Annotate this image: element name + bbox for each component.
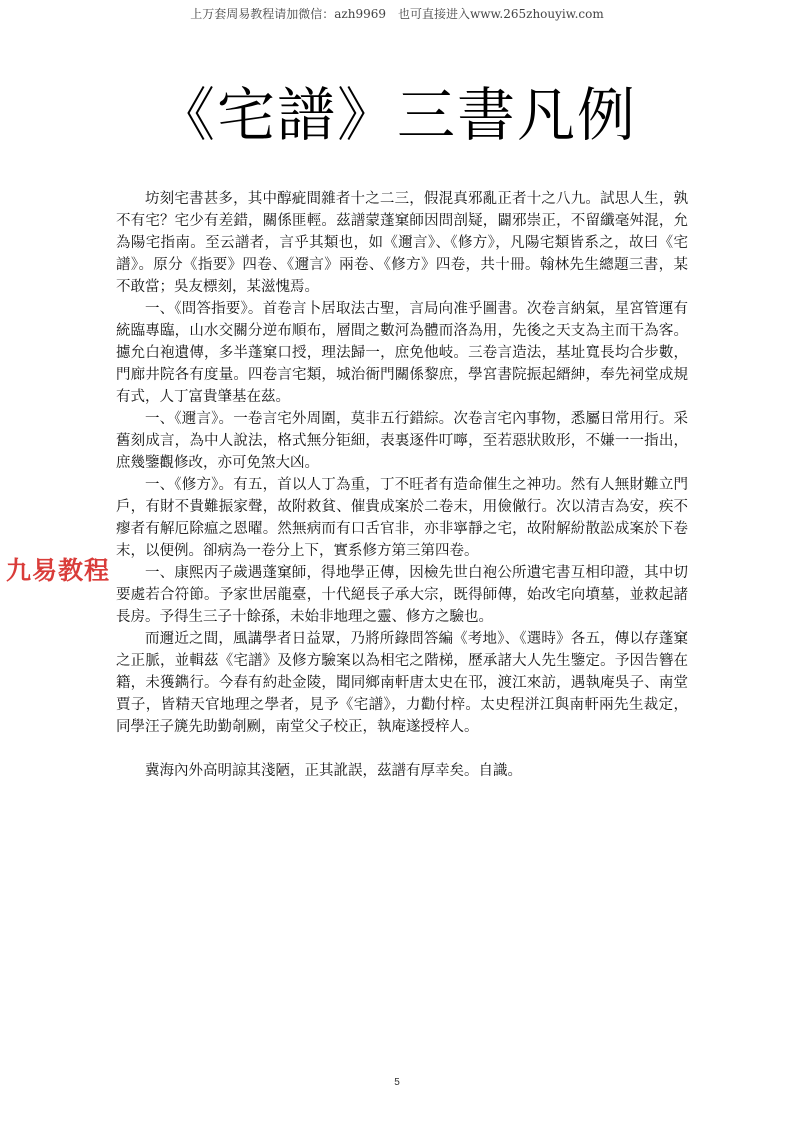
page-title: 《宅譜》三書凡例 xyxy=(156,81,637,149)
header-line: 上万套周易教程请加微信：azh9969 也可直接进入www.265zhouyiw.com xyxy=(190,7,604,21)
watermark-logo: 九易教程 xyxy=(6,556,111,585)
paragraph-xiufang: 一、《修方》。有五，首以人丁為重，丁不旺者有造命催生之神功。然有人無財難立門戶，有財不貴難振家聲，故附救貧、催貴成案於二卷末，用儉僘行。次以清吉為安，疾不瘳者有解厄除瘟之恩曜。然無病而有口舌官非，亦非寧靜之宅，故附解紛散訟成案於下卷末，以便例。卻病為一卷分上下，實系修方第三第四卷。 xyxy=(116,477,688,559)
document-body xyxy=(116,188,688,782)
paragraph-kangxi: 一、康熙丙子歲遇蓬窠師，得地學正傳，因檢先世白袍公所遺宅書互相印證，其中切要處若合符節。予家世居龍臺，十代絕長子承大宗，既得師傳，始改宅向墳墓，並救起諸長房。予得生三子十餘孫，未始非地理之靈、修方之驗也。 xyxy=(116,565,688,625)
paragraph-wenda-zhiyao: 一、《問答指要》。首卷言卜居取法古聖，言局向准乎圖書。次卷言納氣，星宮管運有統臨專臨，山水交關分逆布順布，層間之數河為體而洛為用，先後之天支為主而干為客。攄允白袍遺傳，多半蓬窠口授，理法歸一，庶免他岐。三卷言造法，基址寬長均合步數，門廊井院各有度量。四卷言宅類，城治衙門關係黎庶，學宮書院振起縉紳，奉先祠堂成規有式，人丁富貴肇基在茲。 xyxy=(116,301,688,405)
paragraph-eryan: 一、《邇言》。一卷言宅外周圍，莫非五行錯綜。次卷言宅內事物，悉屬日常用行。采舊刻成言，為中人說法，格式無分钜細，表裏逐件叮嚀，至若惡狀敗形，不嫌一一指出，庶幾鑒觀修改，亦可免煞大凶。 xyxy=(116,411,688,471)
paragraph-history: 而邇近之間，風講學者日益眾，乃將所錄問答編《考地》、《選時》各五，傳以存蓬窠之正脈，並輯茲《宅譜》及修方驗案以為相宅之階梯，歷承諸大人先生鑒定。予因告簪在籍，未獲鐫行。今春有約赴金陵，聞同鄉南軒唐太史在邗，渡江來訪，遇執庵吳子、南堂賈子，皆精天官地理之學者，見予《宅譜》，力勸付梓。太史程洴江與南軒兩先生裁定，同學汪子篪先助勤剞劂，南堂父子校正，執庵遂授梓人。 xyxy=(116,631,688,735)
paragraph-closing: 冀海內外高明諒其淺陋，正其訛誤，茲譜有厚幸矣。自識。 xyxy=(145,763,522,779)
page-number: 5 xyxy=(394,1077,400,1088)
paragraph-intro: 坊刻宅書甚多，其中醇疵間雜者十之二三，假混真邪亂正者十之八九。試思人生，孰不有宅？宅少有差錯，關係匪輕。茲譜蒙蓬窠師因問剖疑，闢邪崇正，不留纖毫舛混，允為陽宅指南。至云譜者，言乎其類也，如《邇言》、《修方》，凡陽宅類皆系之，故曰《宅譜》。原分《指要》四卷、《邇言》兩卷、《修方》四卷，共十冊。翰林先生總題三書，某不敢當；吳友標刻，某滋愧焉。 xyxy=(116,191,688,295)
